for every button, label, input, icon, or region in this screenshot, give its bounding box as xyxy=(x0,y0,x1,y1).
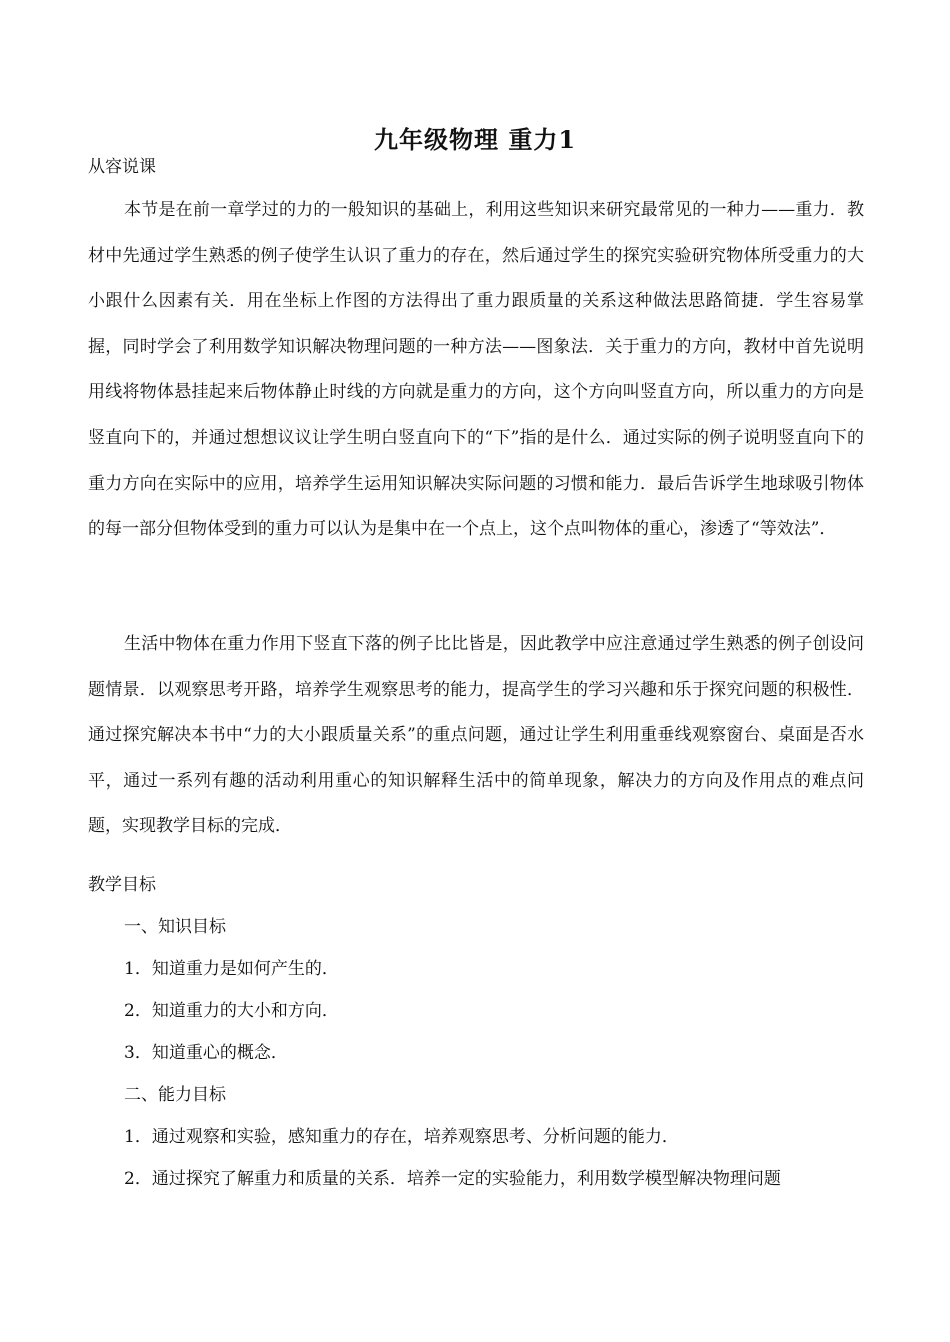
paragraph-1: 本节是在前一章学过的力的一般知识的基础上，利用这些知识来研究最常见的一种力——重力．教材中先通过学生熟悉的例子使学生认识了重力的存在，然后通过学生的探究实验研究物体所受重力的大小跟什么因素有关．用在坐标上作图的方法得出了重力跟质量的关系这种做法思路简捷．学生容易掌握，同时学会了利用数学知识解决物理问题的一种方法——图象法．关于重力的方向，教材中首先说明用线将物体悬挂起来后物体静止时线的方向就是重力的方向，这个方向叫竖直方向，所以重力的方向是竖直向下的，并通过想想议议让学生明白竖直向下的“下”指的是什么．通过实际的例子说明竖直向下的重力方向在实际中的应用，培养学生运用知识解决实际问题的习惯和能力．最后告诉学生地球吸引物体的每一部分但物体受到的重力可以认为是集中在一个点上，这个点叫物体的重心，渗透了“等效法”． xyxy=(88,200,864,540)
knowledge-goal-item: 1．知道重力是如何产生的． xyxy=(124,959,339,979)
ability-goal-item: 2．通过探究了解重力和质量的关系．培养一定的实验能力，利用数学模型解决物理问题 xyxy=(124,1169,781,1189)
paragraph-2: 生活中物体在重力作用下竖直下落的例子比比皆是，因此教学中应注意通过学生熟悉的例子创设问题情景．以观察思考开路，培养学生观察思考的能力，提高学生的学习兴趣和乐于探究问题的积极性．通过探究解决本书中“力的大小跟质量关系”的重点问题，通过让学生利用重垂线观察窗台、桌面是否水平，通过一系列有趣的活动利用重心的知识解释生活中的简单现象，解决力的方向及作用点的难点问题，实现教学目标的完成． xyxy=(88,634,864,837)
section-heading-teaching-goals: 教学目标 xyxy=(88,875,156,895)
ability-goals-heading: 二、能力目标 xyxy=(124,1085,226,1105)
document-title: 九年级物理 重力1 xyxy=(373,125,577,154)
knowledge-goal-item: 2．知道重力的大小和方向． xyxy=(124,1001,339,1021)
knowledge-goal-item: 3．知道重心的概念． xyxy=(124,1043,288,1063)
ability-goal-item: 1．通过观察和实验，感知重力的存在，培养观察思考、分析问题的能力． xyxy=(124,1127,679,1147)
section-heading-lesson-talk: 从容说课 xyxy=(88,157,156,177)
knowledge-goals-heading: 一、知识目标 xyxy=(124,917,226,937)
